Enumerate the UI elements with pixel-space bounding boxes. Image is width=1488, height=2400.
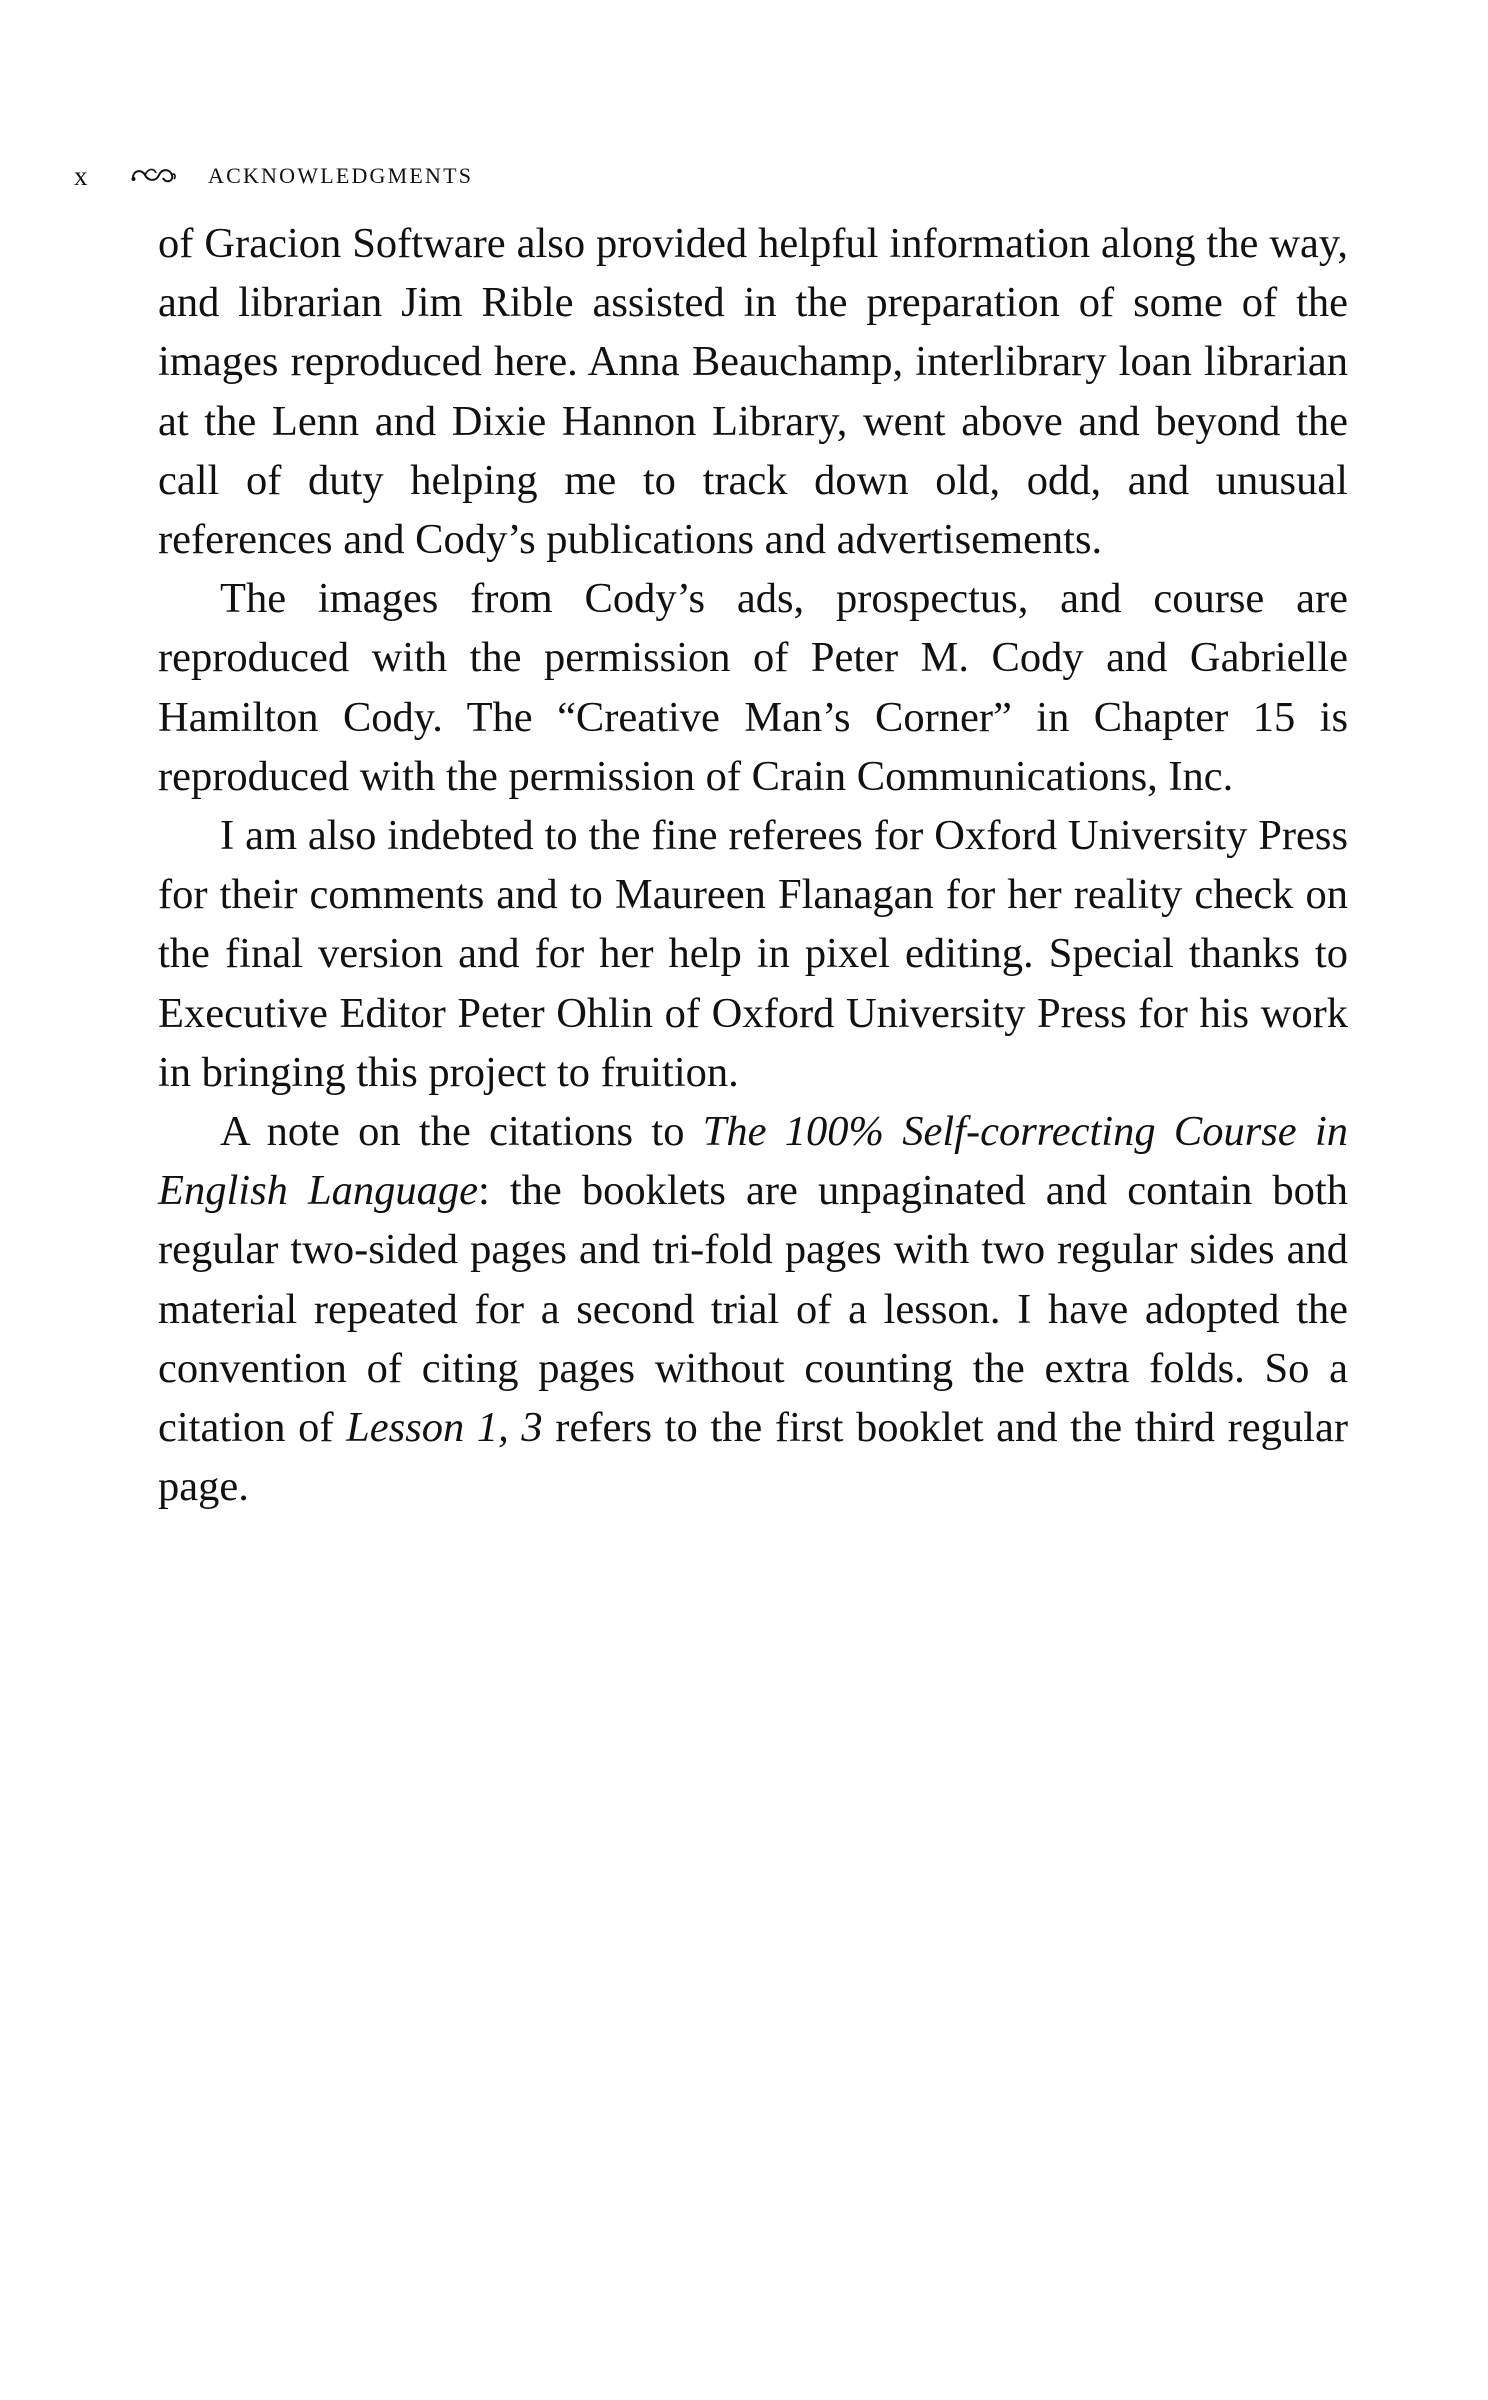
paragraph-image-permissions: The images from Cody’s ads, prospectus, and course are reproduced with the permission of Peter M. Cody and Gabrielle Hamilton Cody. The “Creative Man’s Corner” in Chapter 15 is reproduced with the permission of Crain Communications, Inc.	[158, 575, 1348, 800]
body-text	[158, 214, 1348, 1516]
paragraph-referees: I am also indebted to the fine referees for Oxford University Press for their comments and to Maureen Flanagan for her reality check on the final version and for her help in pixel editing. Special thanks to Executive Editor Peter Ohlin of Oxford University Press for his work in bringing this project to fruition.	[158, 812, 1348, 1096]
decorative-scroll-icon	[130, 164, 178, 188]
citation-note-outro: refers to the first booklet and the third regular page.	[158, 1404, 1348, 1511]
page-number: x	[74, 160, 89, 191]
running-head-title: ACKNOWLEDGMENTS	[208, 163, 474, 188]
running-head	[74, 158, 473, 194]
citation-example: Lesson 1, 3	[346, 1404, 543, 1452]
paragraph-citation-note	[158, 1102, 1348, 1516]
course-title: The 100% Self-correcting Course in English Language	[158, 1108, 1349, 1215]
citation-note-intro: A note on the citations to	[220, 1108, 703, 1156]
citation-note-body: : the booklets are unpaginated and contain both regular two-sided pages and tri-fold pages with two regular sides and material repeated for a second trial of a lesson. I have adopted the convention of citing pages without counting the extra folds. So a citation of	[158, 1167, 1348, 1452]
paragraph-continued: of Gracion Software also provided helpful information along the way, and librarian Jim Rible assisted in the preparation of some of the images reproduced here. Anna Beauchamp, interlibrary loan librarian at the Lenn and Dixie Hannon Library, went above and beyond the call of duty helping me to track down old, odd, and unusual references and Cody’s publications and advertisements.	[158, 220, 1348, 564]
